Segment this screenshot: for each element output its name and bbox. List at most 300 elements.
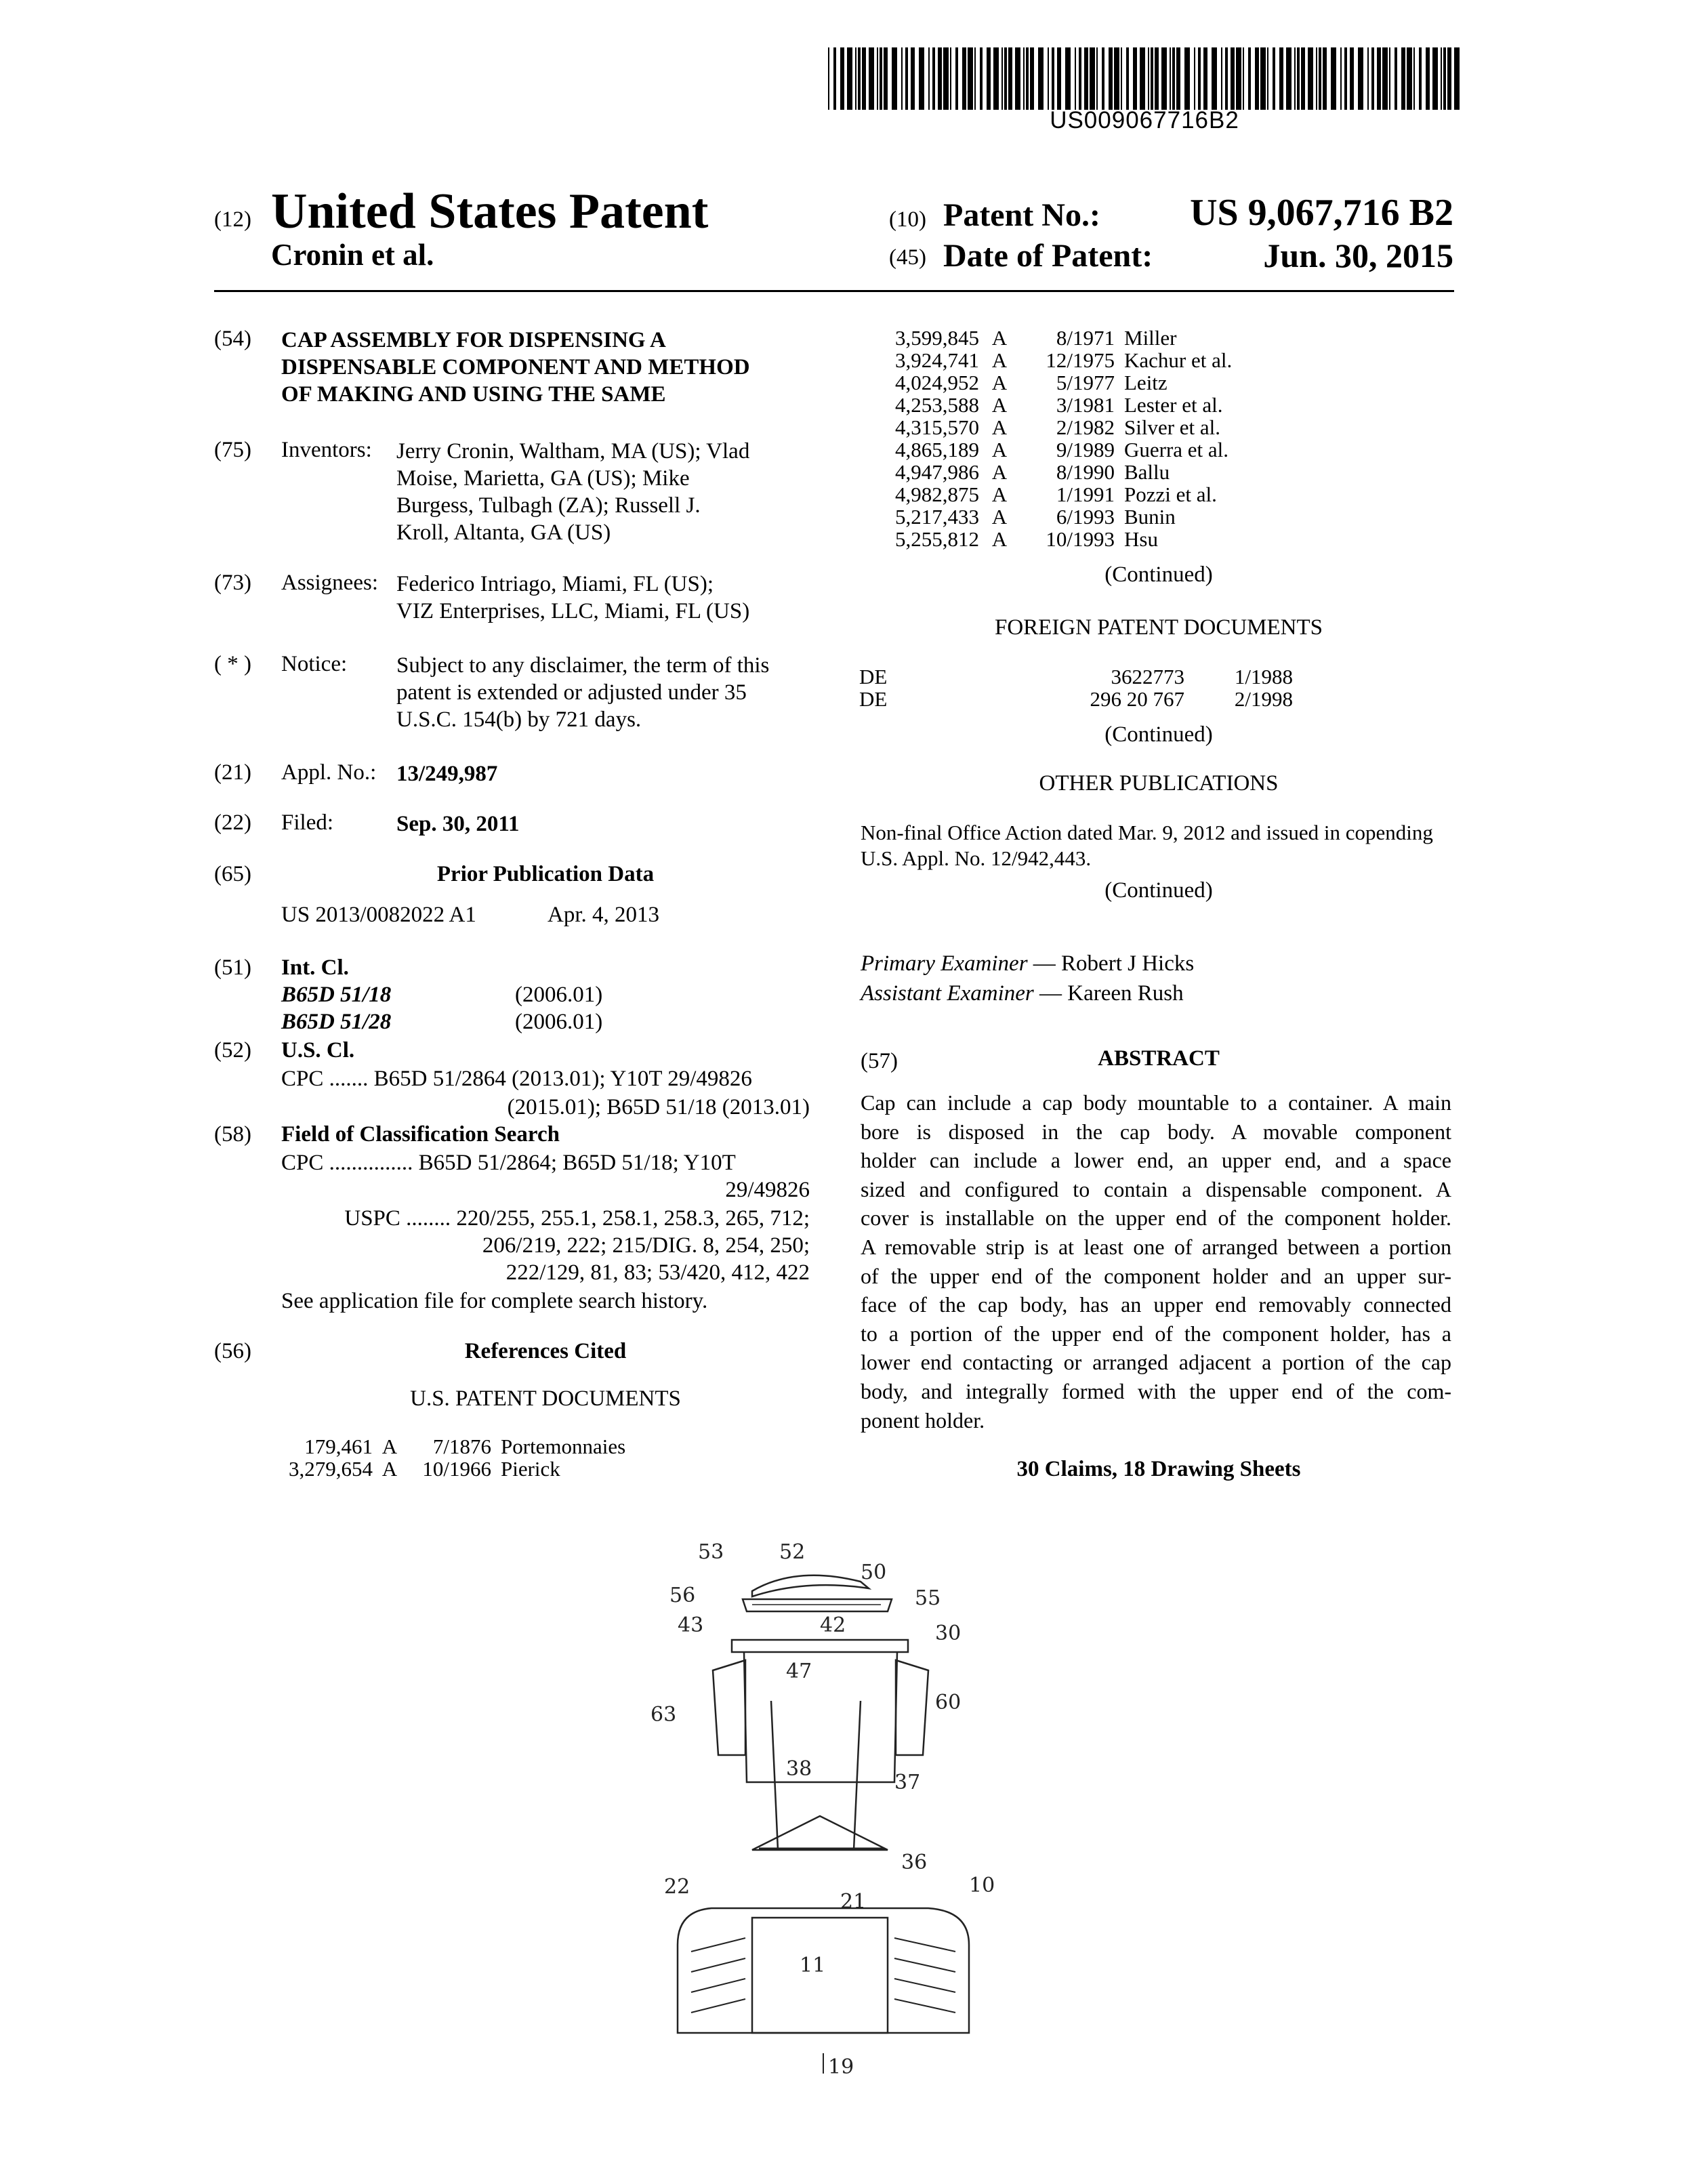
barcode-bar <box>1052 47 1054 110</box>
assignee-line: Federico Intriago, Miami, FL (US); <box>396 572 714 596</box>
barcode-bar <box>1015 47 1020 110</box>
drawing-reference-label: 60 <box>935 1691 962 1714</box>
barcode-bar <box>1260 47 1266 110</box>
code-54: (54) <box>214 327 251 351</box>
ref-kind: A <box>991 527 1008 551</box>
barcode-bar <box>1203 47 1207 110</box>
refs-heading: References Cited <box>464 1339 627 1363</box>
intcl-version: (2006.01) <box>515 983 603 1007</box>
uscl-line: (2015.01); B65D 51/18 (2013.01) <box>507 1095 810 1119</box>
abstract-line: A removable strip is at least one of arranged between a portion <box>861 1234 1451 1259</box>
barcode-bar <box>1030 47 1034 110</box>
reference-row <box>861 528 1232 550</box>
thread-right <box>894 1938 955 2013</box>
foreign-country: DE <box>859 687 888 711</box>
notice-line: Subject to any disclaimer, the term of this <box>396 653 770 678</box>
barcode-bar <box>840 47 844 110</box>
us-references-table-left <box>257 1435 625 1480</box>
reference-row <box>257 1435 625 1458</box>
barcode-bar <box>1140 47 1145 110</box>
intcl-version: (2006.01) <box>515 1010 603 1034</box>
barcode-bar <box>1447 47 1451 110</box>
drawing-reference-label: 47 <box>786 1660 812 1683</box>
intcl-heading: Int. Cl. <box>281 955 349 980</box>
patent-number: US 9,067,716 B2 <box>1190 192 1453 234</box>
ref-date: 10/1966 <box>422 1457 491 1481</box>
assignees-list <box>396 571 749 625</box>
ref-number: 4,947,986 <box>895 460 979 484</box>
barcode-bar <box>1407 47 1412 110</box>
barcode-bar <box>1008 47 1012 110</box>
header-rule <box>214 290 1454 292</box>
barcode-number: US009067716B2 <box>1050 107 1239 133</box>
code-75: (75) <box>214 438 251 462</box>
ref-kind: A <box>991 348 1008 372</box>
ref-kind: A <box>991 460 1008 484</box>
notice-label: Notice: <box>281 652 348 676</box>
primary-examiner-name: — Robert J Hicks <box>1033 951 1195 976</box>
barcode-bar <box>1231 47 1235 110</box>
code-56: (56) <box>214 1339 251 1363</box>
barcode-bar <box>1297 47 1300 110</box>
barcode-bar <box>1102 47 1104 110</box>
ref-kind: A <box>381 1435 398 1458</box>
patent-no-label: Patent No.: <box>943 197 1100 233</box>
barcode-bar <box>905 47 908 110</box>
abstract-body <box>861 1088 1451 1435</box>
barcode-bar <box>1090 47 1095 110</box>
barcode-bar <box>928 47 930 110</box>
barcode-bar <box>1198 47 1201 110</box>
barcode-bar <box>1114 47 1119 110</box>
ref-kind: A <box>991 482 1008 506</box>
foreign-number: 3622773 <box>1111 665 1184 688</box>
ref-kind: A <box>381 1457 398 1481</box>
drawing-reference-label: 30 <box>935 1622 962 1645</box>
inventors-line: Burgess, Tulbagh (ZA); Russell J. <box>396 493 701 518</box>
holder-bottom <box>752 1816 888 1850</box>
barcode-bar <box>847 47 852 110</box>
foreign-refs <box>859 665 1455 710</box>
barcode-bar <box>1126 47 1129 110</box>
drawing-reference-label: 36 <box>901 1851 928 1874</box>
barcode-bar <box>1221 47 1222 110</box>
barcode-bar <box>1419 47 1422 110</box>
drawing-reference-label: 53 <box>698 1540 724 1564</box>
kind-code-12: (12) <box>214 207 251 232</box>
barcode-bar <box>1065 47 1071 110</box>
drawing-reference-label: 11 <box>800 1954 826 1977</box>
barcode-bar <box>1133 47 1137 110</box>
barcode-bar <box>1350 47 1354 110</box>
ref-name: Hsu <box>1124 527 1158 551</box>
reference-row <box>861 327 1232 349</box>
barcode-bar <box>1413 47 1415 110</box>
cover-top <box>752 1575 869 1596</box>
barcode-bar <box>932 47 935 110</box>
appl-number: 13/249,987 <box>396 762 498 786</box>
barcode-bar <box>1382 47 1388 110</box>
field-uspc: 222/129, 81, 83; 53/420, 412, 422 <box>505 1260 810 1285</box>
barcode-bar <box>1194 47 1195 110</box>
barcode-bar <box>1243 47 1244 110</box>
other-pubs-line: U.S. Appl. No. 12/942,443. <box>861 846 1092 870</box>
invention-title <box>281 327 750 408</box>
barcode-bar <box>1316 47 1317 110</box>
foreign-date: 2/1998 <box>1234 687 1293 711</box>
ref-name: Pierick <box>501 1457 560 1481</box>
abstract-line: to a portion of the upper end of the component holder, has a <box>861 1321 1451 1346</box>
barcode-bar <box>1389 47 1390 110</box>
ref-number: 3,599,845 <box>895 326 979 350</box>
barcode-bar <box>1432 47 1438 110</box>
code-notice: ( * ) <box>214 652 251 676</box>
foreign-country: DE <box>859 665 888 688</box>
field-heading: Field of Classification Search <box>281 1122 560 1147</box>
barcode-bar <box>1441 47 1442 110</box>
abstract-heading: ABSTRACT <box>1098 1046 1220 1071</box>
barcode-bar <box>1075 47 1076 110</box>
strip-left <box>713 1660 745 1755</box>
title-line: DISPENSABLE COMPONENT AND METHOD <box>281 355 750 379</box>
ref-number: 4,982,875 <box>895 482 979 506</box>
barcode-bar <box>1340 47 1342 110</box>
ref-date: 7/1876 <box>432 1435 491 1458</box>
abstract-line: of the upper end of the component holder and an upper sur- <box>861 1263 1451 1288</box>
barcode-bar <box>1395 47 1397 110</box>
code-45: (45) <box>889 245 926 270</box>
other-pubs-line: Non-final Office Action dated Mar. 9, 2012 and issued in copending <box>861 821 1433 844</box>
barcode-bar <box>1225 47 1228 110</box>
field-uspc: USPC ........ 220/255, 255.1, 258.1, 258.3, 265, 712; <box>344 1206 810 1231</box>
continued-note: (Continued) <box>1104 722 1213 747</box>
barcode-bar <box>1273 47 1275 110</box>
code-52: (52) <box>214 1038 251 1063</box>
drawing-reference-label: 42 <box>820 1613 846 1637</box>
barcode-bar <box>1172 47 1175 110</box>
ref-kind: A <box>991 415 1008 439</box>
barcode-bar <box>1148 47 1149 110</box>
barcode-bar <box>1358 47 1363 110</box>
barcode-bar <box>1426 47 1430 110</box>
assistant-examiner-label: Assistant Examiner <box>861 981 1034 1006</box>
document-title: United States Patent <box>271 184 709 239</box>
ref-number: 4,253,588 <box>895 393 979 417</box>
code-21: (21) <box>214 760 251 785</box>
drawing-reference-label: 19 <box>828 2055 854 2074</box>
assignees-label: Assignees: <box>281 571 378 595</box>
barcode-bar <box>858 47 861 110</box>
barcode-bar <box>1121 47 1122 110</box>
reference-row <box>861 349 1232 371</box>
barcode-bar <box>1176 47 1180 110</box>
barcode-bar <box>1331 47 1336 110</box>
ref-number: 3,924,741 <box>895 348 979 372</box>
barcode-bar <box>911 47 915 110</box>
foreign-row <box>859 665 1455 688</box>
code-51: (51) <box>214 955 251 980</box>
other-pubs-text <box>861 820 1433 871</box>
barcode-bar <box>901 47 903 110</box>
ref-date: 1/1991 <box>1056 482 1115 506</box>
ref-date: 12/1975 <box>1046 348 1115 372</box>
reference-row <box>861 394 1232 416</box>
barcode-bar <box>1001 47 1003 110</box>
ref-name: Leitz <box>1124 371 1168 394</box>
barcode-bar <box>869 47 874 110</box>
barcode-bar <box>1367 47 1369 110</box>
drawing-reference-label: 21 <box>840 1890 867 1914</box>
code-57: (57) <box>861 1049 898 1073</box>
barcode-bar <box>1377 47 1381 110</box>
barcode-bar <box>862 47 866 110</box>
abstract-line: sized and configured to contain a dispensable component. A <box>861 1176 1451 1201</box>
barcode-bar <box>1443 47 1446 110</box>
barcode-bar <box>855 47 856 110</box>
barcode <box>828 47 1461 110</box>
ref-kind: A <box>991 505 1008 529</box>
barcode-bar <box>1212 47 1217 110</box>
ref-date: 2/1982 <box>1056 415 1115 439</box>
barcode-bar <box>1048 47 1049 110</box>
reference-row <box>861 483 1232 506</box>
barcode-bar <box>980 47 983 110</box>
barcode-bar <box>1248 47 1251 110</box>
barcode-bar <box>1319 47 1321 110</box>
filed-label: Filed: <box>281 810 334 835</box>
barcode-bar <box>1401 47 1405 110</box>
barcode-bar <box>1079 47 1081 110</box>
assistant-examiner <box>861 981 1184 1006</box>
prior-pub-date: Apr. 4, 2013 <box>548 903 659 927</box>
drawing-reference-label: 22 <box>664 1875 690 1899</box>
drawing-reference-label: 10 <box>969 1874 995 1897</box>
barcode-bar <box>1344 47 1347 110</box>
abstract-line: cover is installable on the upper end of the component holder. <box>861 1206 1451 1231</box>
continued-note: (Continued) <box>1104 878 1213 903</box>
barcode-bar <box>987 47 991 110</box>
ref-date: 5/1977 <box>1056 371 1115 394</box>
claims-summary: 30 Claims, 18 Drawing Sheets <box>1016 1457 1301 1481</box>
barcode-bar <box>1236 47 1241 110</box>
ref-number: 4,024,952 <box>895 371 979 394</box>
ref-kind: A <box>991 438 1008 461</box>
abstract-line: face of the cap body, has an upper end removably connected <box>861 1292 1451 1317</box>
barcode-bar <box>943 47 949 110</box>
field-cpc: 29/49826 <box>725 1178 810 1202</box>
inventors-line: Kroll, Altanta, GA (US) <box>396 520 611 545</box>
barcode-bar <box>1323 47 1327 110</box>
prior-pub-heading: Prior Publication Data <box>436 862 655 886</box>
us-references-table-right <box>861 327 1232 550</box>
barcode-bar <box>877 47 878 110</box>
prior-pub-number: US 2013/0082022 A1 <box>281 903 476 927</box>
ref-number: 4,865,189 <box>895 438 979 461</box>
holder-inner-walls <box>771 1701 861 1850</box>
abstract-line: Cap can include a cap body mountable to a container. A main <box>861 1090 1451 1115</box>
barcode-bar <box>1170 47 1171 110</box>
code-58: (58) <box>214 1122 251 1147</box>
ref-date: 8/1971 <box>1056 326 1115 350</box>
ref-name: Guerra et al. <box>1124 438 1229 461</box>
continued-note: (Continued) <box>1104 562 1213 587</box>
ref-name: Miller <box>1124 326 1177 350</box>
inventors-line: Jerry Cronin, Waltham, MA (US); Vlad <box>396 439 750 463</box>
barcode-bar <box>1308 47 1313 110</box>
other-pubs-heading: OTHER PUBLICATIONS <box>1039 771 1279 796</box>
holder-body <box>744 1652 897 1782</box>
ref-name: Lester et al. <box>1124 393 1223 417</box>
drawing-reference-label: 52 <box>779 1540 806 1564</box>
barcode-bar <box>1004 47 1007 110</box>
inventors-label: Inventors: <box>281 438 372 462</box>
barcode-bar <box>1155 47 1159 110</box>
barcode-bar <box>1023 47 1025 110</box>
abstract-line: lower end contacting or arranged adjacent a portion of the cap <box>861 1350 1451 1375</box>
uscl-heading: U.S. Cl. <box>281 1038 355 1063</box>
barcode-bar <box>919 47 924 110</box>
intcl-class: B65D 51/28 <box>281 1010 392 1034</box>
abstract-line: holder can include a lower end, an upper end, and a space <box>861 1148 1451 1173</box>
barcode-bar <box>1371 47 1374 110</box>
reference-row <box>861 416 1232 438</box>
barcode-bar <box>1279 47 1283 110</box>
ref-name: Ballu <box>1124 460 1170 484</box>
barcode-bar <box>974 47 976 110</box>
ref-name: Pozzi et al. <box>1124 482 1217 506</box>
ref-number: 5,255,812 <box>895 527 979 551</box>
ref-number: 179,461 <box>304 1435 373 1458</box>
appl-label: Appl. No.: <box>281 760 377 785</box>
reference-row <box>861 438 1232 461</box>
reference-row <box>861 461 1232 483</box>
primary-examiner <box>861 951 1194 976</box>
foreign-number: 296 20 767 <box>1090 687 1184 711</box>
drawing-labels <box>650 1540 995 2074</box>
abstract-line: body, and integrally formed with the upper end of the com- <box>861 1378 1451 1403</box>
drawing-reference-label: 50 <box>861 1561 887 1584</box>
barcode-bar <box>828 47 829 110</box>
patent-date: Jun. 30, 2015 <box>1263 236 1453 274</box>
ref-name: Kachur et al. <box>1124 348 1233 372</box>
ref-kind: A <box>991 393 1008 417</box>
primary-examiner-label: Primary Examiner <box>861 951 1028 976</box>
holder-flange <box>732 1640 908 1652</box>
title-line: OF MAKING AND USING THE SAME <box>281 382 666 407</box>
code-10: (10) <box>889 207 926 232</box>
ref-number: 4,315,570 <box>895 415 979 439</box>
code-65: (65) <box>214 862 251 886</box>
abstract-line: bore is disposed in the cap body. A movable component <box>861 1119 1451 1144</box>
thread-left <box>691 1938 745 2013</box>
reference-row <box>861 371 1232 394</box>
cover-rim <box>743 1599 892 1611</box>
field-cpc: CPC ............... B65D 51/2864; B65D 51/18; Y10T <box>281 1151 736 1175</box>
barcode-bar <box>938 47 942 110</box>
inventor-short: Cronin et al. <box>271 238 434 272</box>
barcode-bar <box>1184 47 1190 110</box>
barcode-bar <box>1255 47 1259 110</box>
ref-name: Silver et al. <box>1124 415 1221 439</box>
ref-date: 10/1993 <box>1046 527 1115 551</box>
drawing-reference-label: 37 <box>894 1771 921 1794</box>
drawing-reference-label: 63 <box>650 1703 677 1727</box>
representative-drawing <box>650 1531 1030 2074</box>
abstract-line: ponent holder. <box>861 1407 985 1433</box>
ref-date: 9/1989 <box>1056 438 1115 461</box>
assignee-line: VIZ Enterprises, LLC, Miami, FL (US) <box>396 599 750 623</box>
drawing-reference-label: 55 <box>915 1586 941 1610</box>
intcl-class: B65D 51/18 <box>281 983 392 1007</box>
barcode-bar <box>1286 47 1292 110</box>
drawing-reference-label: 43 <box>678 1613 704 1637</box>
ref-number: 5,217,433 <box>895 505 979 529</box>
reference-row <box>861 506 1232 528</box>
ref-date: 6/1993 <box>1056 505 1115 529</box>
code-73: (73) <box>214 571 251 595</box>
barcode-bar <box>1151 47 1153 110</box>
drawing-reference-label: 38 <box>786 1757 812 1781</box>
title-line: CAP ASSEMBLY FOR DISPENSING A <box>281 328 666 352</box>
barcode-bar <box>1096 47 1098 110</box>
barcode-bar <box>892 47 897 110</box>
barcode-bar <box>962 47 966 110</box>
ref-name: Portemonnaies <box>501 1435 626 1458</box>
barcode-bar <box>993 47 999 110</box>
ref-number: 3,279,654 <box>289 1457 373 1481</box>
field-note: See application file for complete search history. <box>281 1289 708 1313</box>
barcode-bar <box>1294 47 1296 110</box>
notice-text <box>396 652 817 733</box>
barcode-bar <box>833 47 836 110</box>
barcode-bar <box>1057 47 1061 110</box>
drawing-reference-label: 56 <box>669 1584 696 1607</box>
refs-subheading: U.S. PATENT DOCUMENTS <box>410 1386 681 1411</box>
barcode-bar <box>1084 47 1088 110</box>
barcode-bar <box>884 47 888 110</box>
date-label: Date of Patent: <box>943 238 1153 274</box>
barcode-bar <box>1301 47 1305 110</box>
barcode-bar <box>1109 47 1113 110</box>
code-22: (22) <box>214 810 251 835</box>
assistant-examiner-name: — Kareen Rush <box>1039 981 1184 1006</box>
barcode-bar <box>1267 47 1268 110</box>
foreign-date: 1/1988 <box>1234 665 1293 688</box>
notice-line: U.S.C. 154(b) by 721 days. <box>396 707 642 732</box>
inventors-line: Moise, Marietta, GA (US); Mike <box>396 466 690 491</box>
barcode-bar <box>968 47 973 110</box>
barcode-bar <box>880 47 882 110</box>
foreign-row <box>859 688 1455 710</box>
barcode-bar <box>1161 47 1167 110</box>
ref-kind: A <box>991 371 1008 394</box>
barcode-bar <box>950 47 951 110</box>
barcode-bar <box>955 47 958 110</box>
uscl-line: CPC ....... B65D 51/2864 (2013.01); Y10T 29/49826 <box>281 1067 752 1091</box>
reference-row <box>257 1458 625 1480</box>
ref-name: Bunin <box>1124 505 1176 529</box>
filed-date: Sep. 30, 2011 <box>396 812 520 836</box>
barcode-bar <box>1038 47 1044 110</box>
barcode-bar <box>1026 47 1029 110</box>
ref-date: 3/1981 <box>1056 393 1115 417</box>
notice-line: patent is extended or adjusted under 35 <box>396 680 747 705</box>
ref-date: 8/1990 <box>1056 460 1115 484</box>
inventors-list <box>396 438 749 546</box>
foreign-heading: FOREIGN PATENT DOCUMENTS <box>994 615 1323 640</box>
barcode-bar <box>1454 47 1460 110</box>
field-uspc: 206/219, 222; 215/DIG. 8, 254, 250; <box>482 1233 810 1258</box>
